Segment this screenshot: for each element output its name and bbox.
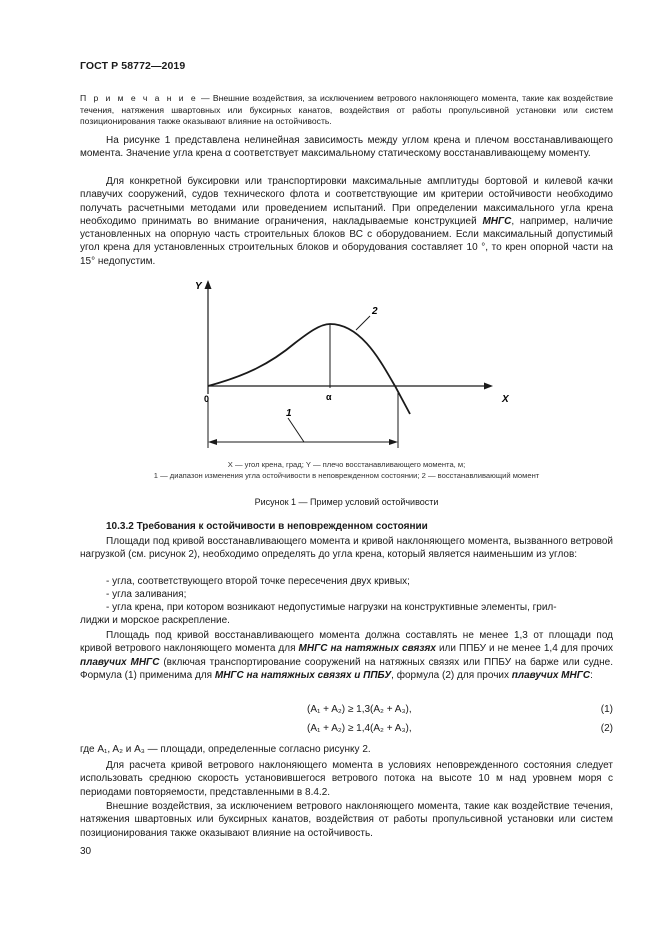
curve-label: 2 bbox=[372, 306, 378, 317]
paragraph-towing bbox=[80, 175, 613, 268]
term-emphasis: МНГС на натяжных связях bbox=[298, 643, 436, 655]
range-label: 1 bbox=[286, 408, 292, 419]
note-label: П р и м е ч а н и е bbox=[80, 93, 198, 103]
list-item: - угла крена, при котором возникают недопустимые нагрузки на конструктивные элементы, грил- bbox=[106, 602, 557, 613]
range-label-leader bbox=[288, 418, 304, 442]
y-axis-arrow bbox=[205, 280, 212, 289]
paragraph-external-loads: Внешние воздействия, за исключением ветрового наклоняющего момента, такие как воздействие течения, натяжения швартовных или буксирных канатов, воздействия от работы пропульсивной установки или систем позиционирования также оказывают влияние на остойчивость. bbox=[80, 801, 613, 839]
origin-label: 0 bbox=[204, 394, 210, 404]
document-header: ГОСТ Р 58772—2019 bbox=[80, 60, 186, 72]
formula-expression: (A₁ + A₂) ≥ 1,3(A₂ + A₃), bbox=[307, 704, 412, 715]
formula-expression: (A₁ + A₂) ≥ 1,4(A₂ + A₃), bbox=[307, 723, 412, 734]
term-emphasis: плавучих МНГС bbox=[80, 656, 160, 668]
paragraph-areas: Площади под кривой восстанавливающего момента и кривой наклоняющего момента, вызванного ветровой нагрузкой (см. рисунок 2), необходимо определять до угла крена, который является наименьшим из углов: bbox=[80, 536, 613, 561]
paragraph-text: или ППБУ и не менее 1,4 для прочих bbox=[435, 643, 613, 655]
paragraph-text: Площадь под кривой восстанавливающего момента должна составлять не менее 1,3 от площади под кривой ветрового наклоняющего момента для bbox=[80, 630, 613, 655]
paragraph-towing-part-a: Для конкретной буксировки или транспортировки максимальные амплитуды бортовой и килевой качки плавучих сооружений, судов технического флота и соответствующие им критерии остойчивости необходимо получать расчетными методами или проведением испытаний. При определении максимального угла крена необходимо принимать во внимание ограничения, накладываемые конструкцией bbox=[80, 176, 613, 227]
x-axis-arrow bbox=[484, 383, 493, 390]
where-clause: где A₁, A₂ и A₃ — площади, определенные согласно рисунку 2. bbox=[80, 744, 371, 755]
range-arrow-left bbox=[208, 439, 217, 445]
note-text: — Внешние воздействия, за исключением ветрового наклоняющего момента, такие как воздействие течения, натяжения швартовных или буксирных канатов, воздействия от работы пропульсивной установки или систем позиционирования также оказывают влияние на остойчивость. bbox=[80, 93, 614, 127]
paragraph-text: , формула (2) для прочих bbox=[391, 669, 512, 681]
paragraph-text: (включая транспортирование сооружений на натяжных связях или ППБУ на барже или судне. Формула (1) применима для bbox=[80, 656, 613, 681]
paragraph-towing-term: МНГС bbox=[482, 215, 512, 227]
figure-caption: Рисунок 1 — Пример условий остойчивости bbox=[254, 497, 439, 507]
term-emphasis: плавучих МНГС bbox=[511, 669, 591, 681]
paragraph-figure-intro: На рисунке 1 представлена нелинейная зависимость между углом крена и плечом восстанавливающего момента. Значение угла крена α соответствует максимальному статическому восстанавливающему моменту. bbox=[80, 135, 613, 160]
term-emphasis: МНГС на натяжных связях и ППБУ bbox=[214, 669, 392, 681]
note-paragraph bbox=[80, 93, 613, 128]
paragraph-wind-speed: Для расчета кривой ветрового наклоняющего момента в условиях неповрежденного состояния следует использовать среднюю скорость установившегося ветрового потока на высоте 10 м над уровнем моря с периодами повторяемости, представленными в 8.4.2. bbox=[80, 760, 613, 798]
formula-number: (2) bbox=[600, 723, 613, 734]
paragraph-area-ratio bbox=[80, 629, 613, 682]
range-arrow-right bbox=[389, 439, 398, 445]
stability-figure bbox=[190, 276, 530, 454]
formula-number: (1) bbox=[600, 704, 613, 715]
curve-label-leader bbox=[356, 316, 370, 330]
list-item-continuation: лиджи и морское раскрепление. bbox=[80, 615, 230, 626]
y-axis-label: Y bbox=[195, 281, 202, 292]
alpha-label: α bbox=[326, 392, 332, 402]
list-item: - угла, соответствующего второй точке пересечения двух кривых; bbox=[106, 576, 410, 587]
figure-legend-line-2: 1 — диапазон изменения угла остойчивости в неповрежденном состоянии; 2 — восстанавливающий момент bbox=[153, 471, 540, 480]
figure-legend-line-1: X — угол крена, град; Y — плечо восстанавливающего момента, м; bbox=[227, 460, 466, 469]
paragraph-text: : bbox=[590, 669, 593, 681]
list-item: - угла заливания; bbox=[106, 589, 187, 600]
section-title: 10.3.2 Требования к остойчивости в неповрежденном состоянии bbox=[106, 521, 428, 532]
restoring-moment-curve bbox=[208, 324, 410, 414]
page-number: 30 bbox=[80, 846, 92, 857]
x-axis-label: X bbox=[502, 394, 509, 405]
paragraph-towing-part-c: , например, наличие установленных на опорную часть строительных блоков ВС с оборудованием. Если максимальный допустимый угол крена для установленных строительных блоков и оборудования составляет 10 °, то крен опорной части на 15° недопустим. bbox=[80, 215, 613, 267]
